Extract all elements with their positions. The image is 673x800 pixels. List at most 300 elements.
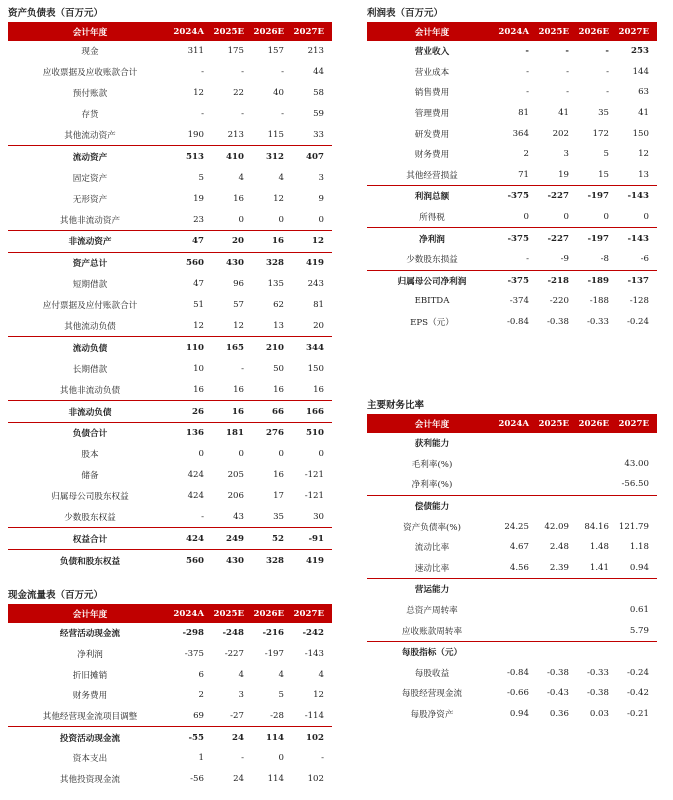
value-cell: - xyxy=(281,109,284,120)
row-label: 流动负债 xyxy=(8,337,172,358)
value-cell xyxy=(577,433,617,454)
value-cell: - xyxy=(201,67,204,78)
row-label: 每股指标（元） xyxy=(367,641,497,662)
table-row xyxy=(367,186,657,207)
value-cell: - xyxy=(565,46,569,57)
header-year-cell: 2024A xyxy=(498,419,529,429)
balance-sheet-title: 资产负债表（百万元） xyxy=(8,6,332,23)
table-row xyxy=(8,316,332,337)
value-cell: 35 xyxy=(598,108,609,119)
value-cell: 4 xyxy=(278,172,284,183)
value-cell: -114 xyxy=(304,711,324,722)
value-cell: 0 xyxy=(238,449,244,460)
row-label: 总资产周转率 xyxy=(406,606,458,617)
value-cell: 121.79 xyxy=(618,521,649,532)
header-label-cell: 会计年度 xyxy=(414,420,450,430)
value-cell: -143 xyxy=(617,228,657,249)
value-cell: 1 xyxy=(198,753,204,764)
value-cell: -91 xyxy=(292,528,332,550)
header-year-cell: 2026E xyxy=(578,419,609,429)
table-row xyxy=(367,454,657,475)
table-row xyxy=(8,465,332,486)
value-cell: 190 xyxy=(187,130,204,140)
row-label: 归属母公司净利润 xyxy=(367,270,497,291)
value-cell: - xyxy=(321,753,324,764)
value-cell: -56.50 xyxy=(621,479,649,490)
header-year-cell: 2027E xyxy=(293,27,324,37)
value-cell: 66 xyxy=(252,401,292,423)
value-cell: 16 xyxy=(273,470,284,481)
value-cell: 4 xyxy=(318,669,324,680)
row-label: 获利能力 xyxy=(414,439,450,450)
value-cell: - xyxy=(526,66,529,77)
value-cell: 16 xyxy=(233,193,244,204)
table-row xyxy=(8,623,332,644)
table-row xyxy=(8,337,332,358)
header-year-cell: 2027E xyxy=(618,27,649,37)
table-row xyxy=(367,537,657,558)
row-label: 其他经营损益 xyxy=(406,170,458,181)
row-label: 速动比率 xyxy=(414,563,450,574)
value-cell: 58 xyxy=(313,88,324,99)
table-row xyxy=(367,641,657,662)
value-cell xyxy=(537,495,577,516)
row-label: 负债和股东权益 xyxy=(8,550,172,571)
table-row xyxy=(367,144,657,165)
value-cell: 165 xyxy=(212,337,252,358)
value-cell: -0.38 xyxy=(546,667,569,678)
table-row xyxy=(8,769,332,790)
value-cell: 22 xyxy=(233,88,244,99)
row-label: 资本支出 xyxy=(72,754,108,765)
value-cell xyxy=(577,600,617,621)
value-cell xyxy=(497,641,537,662)
value-cell: 1.18 xyxy=(629,542,649,553)
value-cell: 181 xyxy=(212,423,252,444)
row-label: 其他经营现金流项目调整 xyxy=(42,712,138,723)
table-row xyxy=(367,683,657,704)
value-cell: 24 xyxy=(233,774,244,785)
value-cell: 35 xyxy=(273,512,284,523)
value-cell: -197 xyxy=(264,649,284,660)
value-cell: 419 xyxy=(292,252,332,273)
row-label: 短期借款 xyxy=(72,280,108,291)
value-cell: 12 xyxy=(193,321,204,332)
header-year-cell: 2025E xyxy=(213,27,244,37)
value-cell: -242 xyxy=(302,628,324,639)
value-cell: 96 xyxy=(233,279,244,290)
header-year-cell: 2025E xyxy=(538,27,569,37)
value-cell xyxy=(537,433,577,454)
table-row xyxy=(8,167,332,188)
value-cell: -227 xyxy=(537,186,577,207)
value-cell: 6 xyxy=(198,669,204,680)
header-year-cell: 2024A xyxy=(498,27,529,37)
row-label: 其他流动资产 xyxy=(64,131,116,141)
value-cell: 3 xyxy=(563,149,569,160)
row-label: 流动比率 xyxy=(414,543,450,554)
value-cell: 12 xyxy=(638,149,649,160)
value-cell: 2 xyxy=(523,149,529,160)
value-cell: 213 xyxy=(227,130,244,140)
value-cell xyxy=(577,620,617,641)
value-cell: 19 xyxy=(558,169,569,180)
row-label: 预付账款 xyxy=(72,89,108,100)
value-cell: -56 xyxy=(190,774,204,785)
value-cell: -218 xyxy=(537,270,577,291)
row-label: 流动资产 xyxy=(8,146,172,167)
value-cell: 312 xyxy=(252,146,292,167)
value-cell: 52 xyxy=(252,528,292,550)
value-cell: 9 xyxy=(318,193,324,204)
value-cell: 424 xyxy=(187,470,204,481)
value-cell: 243 xyxy=(307,279,324,290)
value-cell: 23 xyxy=(193,214,204,225)
row-label: 应收账款周转率 xyxy=(401,626,463,637)
value-cell xyxy=(497,600,537,621)
value-cell: 84.16 xyxy=(584,521,609,532)
balance-sheet-panel xyxy=(8,6,332,571)
value-cell: 69 xyxy=(193,711,204,722)
table-row xyxy=(8,295,332,316)
value-cell: 424 xyxy=(172,528,212,550)
value-cell: 12 xyxy=(313,690,324,701)
value-cell: -8 xyxy=(600,254,609,265)
value-cell: 0.36 xyxy=(549,709,569,720)
table-row xyxy=(8,104,332,125)
value-cell: 407 xyxy=(292,146,332,167)
value-cell: 0 xyxy=(643,212,649,223)
row-label: 营业收入 xyxy=(414,47,450,58)
value-cell: 364 xyxy=(512,128,529,139)
value-cell: 166 xyxy=(292,401,332,423)
row-label: 其他投资现金流 xyxy=(59,775,121,786)
table-row xyxy=(367,207,657,228)
value-cell: 202 xyxy=(552,128,569,139)
value-cell: 175 xyxy=(227,46,244,57)
row-label: 非流动资产 xyxy=(8,231,172,253)
value-cell: 42.09 xyxy=(544,521,569,532)
income-statement-table xyxy=(367,23,657,332)
row-label: 负债合计 xyxy=(8,423,172,444)
value-cell: 16 xyxy=(233,384,244,395)
value-cell: -121 xyxy=(304,491,324,502)
value-cell: 344 xyxy=(292,337,332,358)
value-cell: 12 xyxy=(233,321,244,332)
table-row xyxy=(367,663,657,684)
value-cell: 210 xyxy=(252,337,292,358)
row-label: 应付票据及应付账款合计 xyxy=(42,301,138,312)
financial-ratios-panel xyxy=(367,398,657,724)
value-cell xyxy=(497,495,537,516)
value-cell: 17 xyxy=(273,491,284,502)
value-cell: 13 xyxy=(638,169,649,180)
row-label: 其他非流动资产 xyxy=(59,215,121,226)
value-cell: -375 xyxy=(497,186,537,207)
row-label: 利润总额 xyxy=(367,186,497,207)
value-cell: -28 xyxy=(270,711,284,722)
value-cell: -121 xyxy=(304,470,324,481)
table-row xyxy=(8,41,332,62)
value-cell: -27 xyxy=(230,711,244,722)
value-cell: -375 xyxy=(497,228,537,249)
value-cell: 12 xyxy=(193,88,204,99)
table-header-row xyxy=(8,605,332,623)
value-cell: 328 xyxy=(252,252,292,273)
value-cell: - xyxy=(241,109,244,120)
value-cell: 0 xyxy=(603,212,609,223)
value-cell: 0 xyxy=(278,449,284,460)
value-cell: -375 xyxy=(497,270,537,291)
value-cell: -0.66 xyxy=(506,688,529,699)
table-row xyxy=(8,358,332,379)
value-cell: 276 xyxy=(252,423,292,444)
value-cell: -0.84 xyxy=(506,317,529,328)
row-label: EBITDA xyxy=(414,296,450,307)
table-row xyxy=(367,620,657,641)
table-row xyxy=(8,125,332,146)
table-row xyxy=(367,249,657,270)
value-cell: 44 xyxy=(313,67,324,78)
table-row xyxy=(8,231,332,253)
value-cell: 41 xyxy=(638,108,649,119)
table-row xyxy=(8,664,332,685)
row-label: 财务费用 xyxy=(414,150,450,161)
row-label: 归属母公司股东权益 xyxy=(51,492,129,503)
row-label: 净利率(%) xyxy=(411,480,453,491)
value-cell: 5.79 xyxy=(629,625,649,636)
row-label: 所得税 xyxy=(419,213,445,224)
value-cell: 150 xyxy=(307,363,324,374)
value-cell: 102 xyxy=(307,774,324,785)
value-cell: -0.33 xyxy=(586,317,609,328)
financial-ratios-table xyxy=(367,415,657,724)
value-cell: 2.39 xyxy=(549,562,569,573)
value-cell: -374 xyxy=(509,296,529,307)
value-cell: 114 xyxy=(252,727,292,748)
row-label: 销售费用 xyxy=(414,88,450,99)
row-label: 其他流动负债 xyxy=(64,322,116,333)
value-cell xyxy=(497,433,537,454)
cash-flow-table xyxy=(8,605,332,790)
value-cell: 253 xyxy=(631,46,649,57)
value-cell: - xyxy=(201,512,204,523)
value-cell xyxy=(537,474,577,495)
value-cell: 24 xyxy=(212,727,252,748)
value-cell: -298 xyxy=(182,628,204,639)
value-cell: -6 xyxy=(640,254,649,265)
value-cell: 3 xyxy=(238,690,244,701)
value-cell xyxy=(537,600,577,621)
table-row xyxy=(367,474,657,495)
value-cell: 560 xyxy=(172,550,212,571)
value-cell: - xyxy=(281,67,284,78)
value-cell: 5 xyxy=(198,172,204,183)
value-cell: 0.94 xyxy=(509,709,529,720)
row-label: 经营活动现金流 xyxy=(59,629,121,640)
value-cell: 1.48 xyxy=(589,542,609,553)
value-cell: -216 xyxy=(262,628,284,639)
value-cell: 110 xyxy=(172,337,212,358)
value-cell: - xyxy=(526,254,529,265)
value-cell: 311 xyxy=(187,46,204,57)
value-cell: 33 xyxy=(313,130,324,140)
value-cell: 20 xyxy=(212,231,252,253)
value-cell: 0 xyxy=(278,214,284,225)
table-row xyxy=(367,516,657,537)
table-row xyxy=(8,188,332,209)
table-row xyxy=(8,706,332,727)
table-row xyxy=(8,252,332,273)
table-row xyxy=(8,62,332,83)
value-cell: 5 xyxy=(278,690,284,701)
value-cell: 10 xyxy=(193,363,204,374)
value-cell: - xyxy=(606,87,609,98)
value-cell: 4 xyxy=(238,669,244,680)
table-row xyxy=(367,291,657,312)
value-cell: -197 xyxy=(577,228,617,249)
value-cell: -220 xyxy=(549,296,569,307)
table-row xyxy=(367,165,657,186)
table-row xyxy=(8,444,332,465)
value-cell: 0.03 xyxy=(589,709,609,720)
table-row xyxy=(8,209,332,230)
balance-sheet-table xyxy=(8,23,332,571)
row-label: 营业成本 xyxy=(414,67,450,78)
value-cell: -0.42 xyxy=(626,688,649,699)
value-cell: 26 xyxy=(172,401,212,423)
value-cell: -9 xyxy=(560,254,569,265)
header-year-cell: 2025E xyxy=(213,609,244,619)
value-cell: 157 xyxy=(267,46,284,57)
row-label: 净利润 xyxy=(77,650,103,661)
value-cell xyxy=(537,641,577,662)
value-cell xyxy=(617,579,657,600)
table-header-row xyxy=(367,23,657,41)
value-cell: 0 xyxy=(318,449,324,460)
table-row xyxy=(367,41,657,62)
table-row xyxy=(8,423,332,444)
value-cell: -189 xyxy=(577,270,617,291)
header-label-cell: 会计年度 xyxy=(72,28,108,38)
value-cell: - xyxy=(605,46,609,57)
row-label: 少数股东权益 xyxy=(64,513,116,524)
table-header-row xyxy=(367,415,657,433)
row-label: 管理费用 xyxy=(414,109,450,120)
value-cell xyxy=(537,454,577,475)
value-cell: -55 xyxy=(172,727,212,748)
value-cell: 328 xyxy=(252,550,292,571)
value-cell xyxy=(617,495,657,516)
table-row xyxy=(8,528,332,550)
table-row xyxy=(8,146,332,167)
value-cell: 24.25 xyxy=(504,521,529,532)
value-cell: 16 xyxy=(313,384,324,395)
value-cell: 205 xyxy=(227,470,244,481)
header-label-cell: 会计年度 xyxy=(72,610,108,620)
header-year-cell: 2024A xyxy=(173,27,204,37)
value-cell: 419 xyxy=(292,550,332,571)
row-label: 研发费用 xyxy=(414,129,450,140)
value-cell: - xyxy=(566,66,569,77)
cash-flow-panel xyxy=(8,588,332,790)
value-cell: -137 xyxy=(617,270,657,291)
value-cell: 59 xyxy=(313,109,324,120)
header-year-cell: 2024A xyxy=(173,609,204,619)
value-cell: 1.41 xyxy=(589,562,609,573)
value-cell: 115 xyxy=(267,130,284,140)
value-cell: -375 xyxy=(184,649,204,660)
row-label: 现金 xyxy=(81,47,99,58)
value-cell: 0 xyxy=(198,449,204,460)
table-row xyxy=(367,123,657,144)
table-row xyxy=(367,495,657,516)
value-cell: 0 xyxy=(278,753,284,764)
value-cell: 81 xyxy=(518,108,529,119)
value-cell: -248 xyxy=(222,628,244,639)
value-cell: 213 xyxy=(307,46,324,57)
value-cell: 0 xyxy=(238,214,244,225)
row-label: 少数股东损益 xyxy=(406,255,458,266)
value-cell: 43 xyxy=(233,512,244,523)
value-cell: 63 xyxy=(638,87,649,98)
value-cell: 0 xyxy=(563,212,569,223)
value-cell: 102 xyxy=(292,727,332,748)
value-cell: - xyxy=(241,67,244,78)
value-cell xyxy=(537,620,577,641)
value-cell xyxy=(537,579,577,600)
table-row xyxy=(367,62,657,83)
header-label-cell: 会计年度 xyxy=(414,28,450,38)
table-row xyxy=(367,270,657,291)
row-label: 投资活动现金流 xyxy=(8,727,172,748)
income-statement-panel xyxy=(367,6,657,332)
value-cell: 430 xyxy=(212,252,252,273)
value-cell: 2.48 xyxy=(549,542,569,553)
value-cell: 0 xyxy=(318,214,324,225)
value-cell: - xyxy=(566,87,569,98)
table-row xyxy=(8,644,332,665)
value-cell: -0.21 xyxy=(626,709,649,720)
value-cell: 150 xyxy=(632,128,649,139)
table-row xyxy=(8,507,332,528)
value-cell: 4 xyxy=(278,669,284,680)
row-label: 毛利率(%) xyxy=(411,459,453,470)
value-cell xyxy=(577,641,617,662)
cash-flow-title: 现金流量表（百万元） xyxy=(8,588,332,605)
table-row xyxy=(367,558,657,579)
value-cell: - xyxy=(606,66,609,77)
value-cell: 136 xyxy=(172,423,212,444)
value-cell: 51 xyxy=(193,300,204,311)
value-cell: 430 xyxy=(212,550,252,571)
value-cell: 41 xyxy=(558,108,569,119)
row-label: 存货 xyxy=(81,110,99,121)
table-row xyxy=(8,486,332,507)
row-label: EPS（元） xyxy=(410,318,454,329)
value-cell: -197 xyxy=(577,186,617,207)
value-cell: 114 xyxy=(267,774,284,785)
row-label: 资产负债率(%) xyxy=(403,522,461,533)
row-label: 应收票据及应收账款合计 xyxy=(42,68,138,79)
value-cell: 71 xyxy=(518,169,529,180)
financial-ratios-title: 主要财务比率 xyxy=(367,398,657,415)
value-cell: 47 xyxy=(193,279,204,290)
value-cell: - xyxy=(241,363,244,374)
value-cell: 12 xyxy=(292,231,332,253)
value-cell: 16 xyxy=(252,231,292,253)
row-label: 折旧摊销 xyxy=(72,670,108,681)
